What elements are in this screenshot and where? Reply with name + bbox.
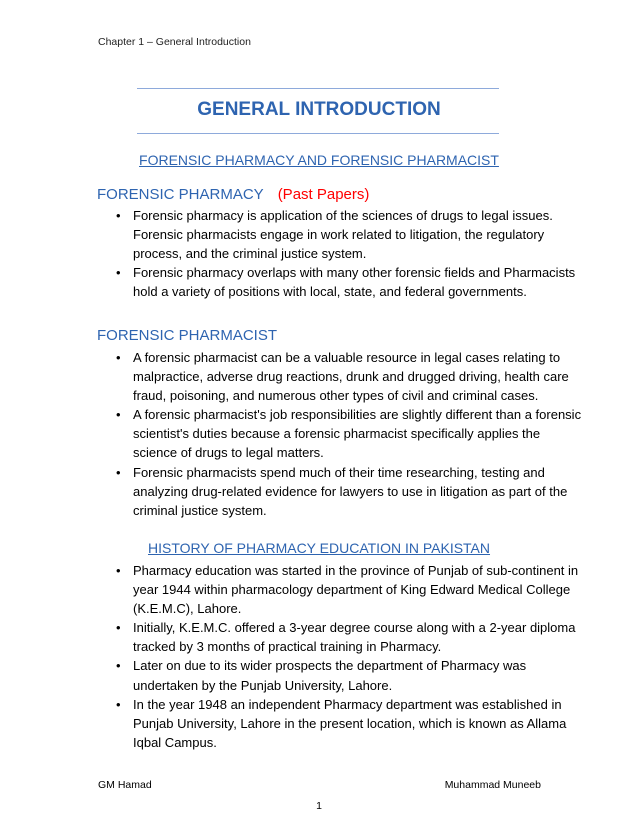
section-heading-label: FORENSIC PHARMACY [97,186,264,203]
title-rule-bottom [137,133,499,134]
list-item: • Pharmacy education was started in the province of Punjab of sub-continent in year 1944 within pharmacology department of King Edward Medical College (K.E.M.C), Lahore. [133,561,583,618]
list-item: • A forensic pharmacist can be a valuable resource in legal cases relating to malpractice, adverse drug reactions, drunk and drugged driving, health care fraud, poisoning, and numerous other types of civil and criminal cases. [133,348,583,405]
bullet-list-forensic-pharmacist [97,348,583,520]
bullet-list-history [97,561,583,752]
list-item: • Initially, K.E.M.C. offered a 3-year degree course along with a 2-year diploma tracked by 3 months of practical training in Pharmacy. [133,618,583,656]
section-heading-forensic-pharmacist: FORENSIC PHARMACIST [97,327,278,344]
bullet-list-forensic-pharmacy [97,206,583,301]
title-rule-top [137,88,499,89]
footer-author-right: Muhammad Muneeb [444,779,541,791]
past-papers-note: (Past Papers) [277,186,370,203]
list-item: • In the year 1948 an independent Pharmacy department was established in Punjab University, Lahore in the present location, which is known as Allama Iqbal Campus. [133,695,583,752]
page-number: 1 [316,800,322,812]
section-heading-history: HISTORY OF PHARMACY EDUCATION IN PAKISTAN [147,540,491,556]
page-title: GENERAL INTRODUCTION [197,99,441,120]
list-item: • A forensic pharmacist's job responsibilities are slightly different than a forensic scientist's duties because a forensic pharmacist specifically applies the science of drugs to legal matters. [133,405,583,462]
list-item: • Forensic pharmacy is application of the sciences of drugs to legal issues. Forensic pharmacists engage in work related to litigation, the regulatory process, and the criminal justice system. [133,206,583,263]
subtitle: FORENSIC PHARMACY AND FORENSIC PHARMACIST [139,152,499,168]
list-item: • Forensic pharmacists spend much of their time researching, testing and analyzing drug-related evidence for lawyers to use in litigation as part of the criminal justice system. [133,463,583,520]
section-heading-forensic-pharmacy [97,186,369,203]
footer-author-left: GM Hamad [98,779,152,791]
page-header: Chapter 1 – General Introduction [98,36,251,48]
list-item: • Later on due to its wider prospects the department of Pharmacy was undertaken by the Punjab University, Lahore. [133,656,583,694]
list-item: • Forensic pharmacy overlaps with many other forensic fields and Pharmacists hold a variety of positions with local, state, and federal governments. [133,263,583,301]
